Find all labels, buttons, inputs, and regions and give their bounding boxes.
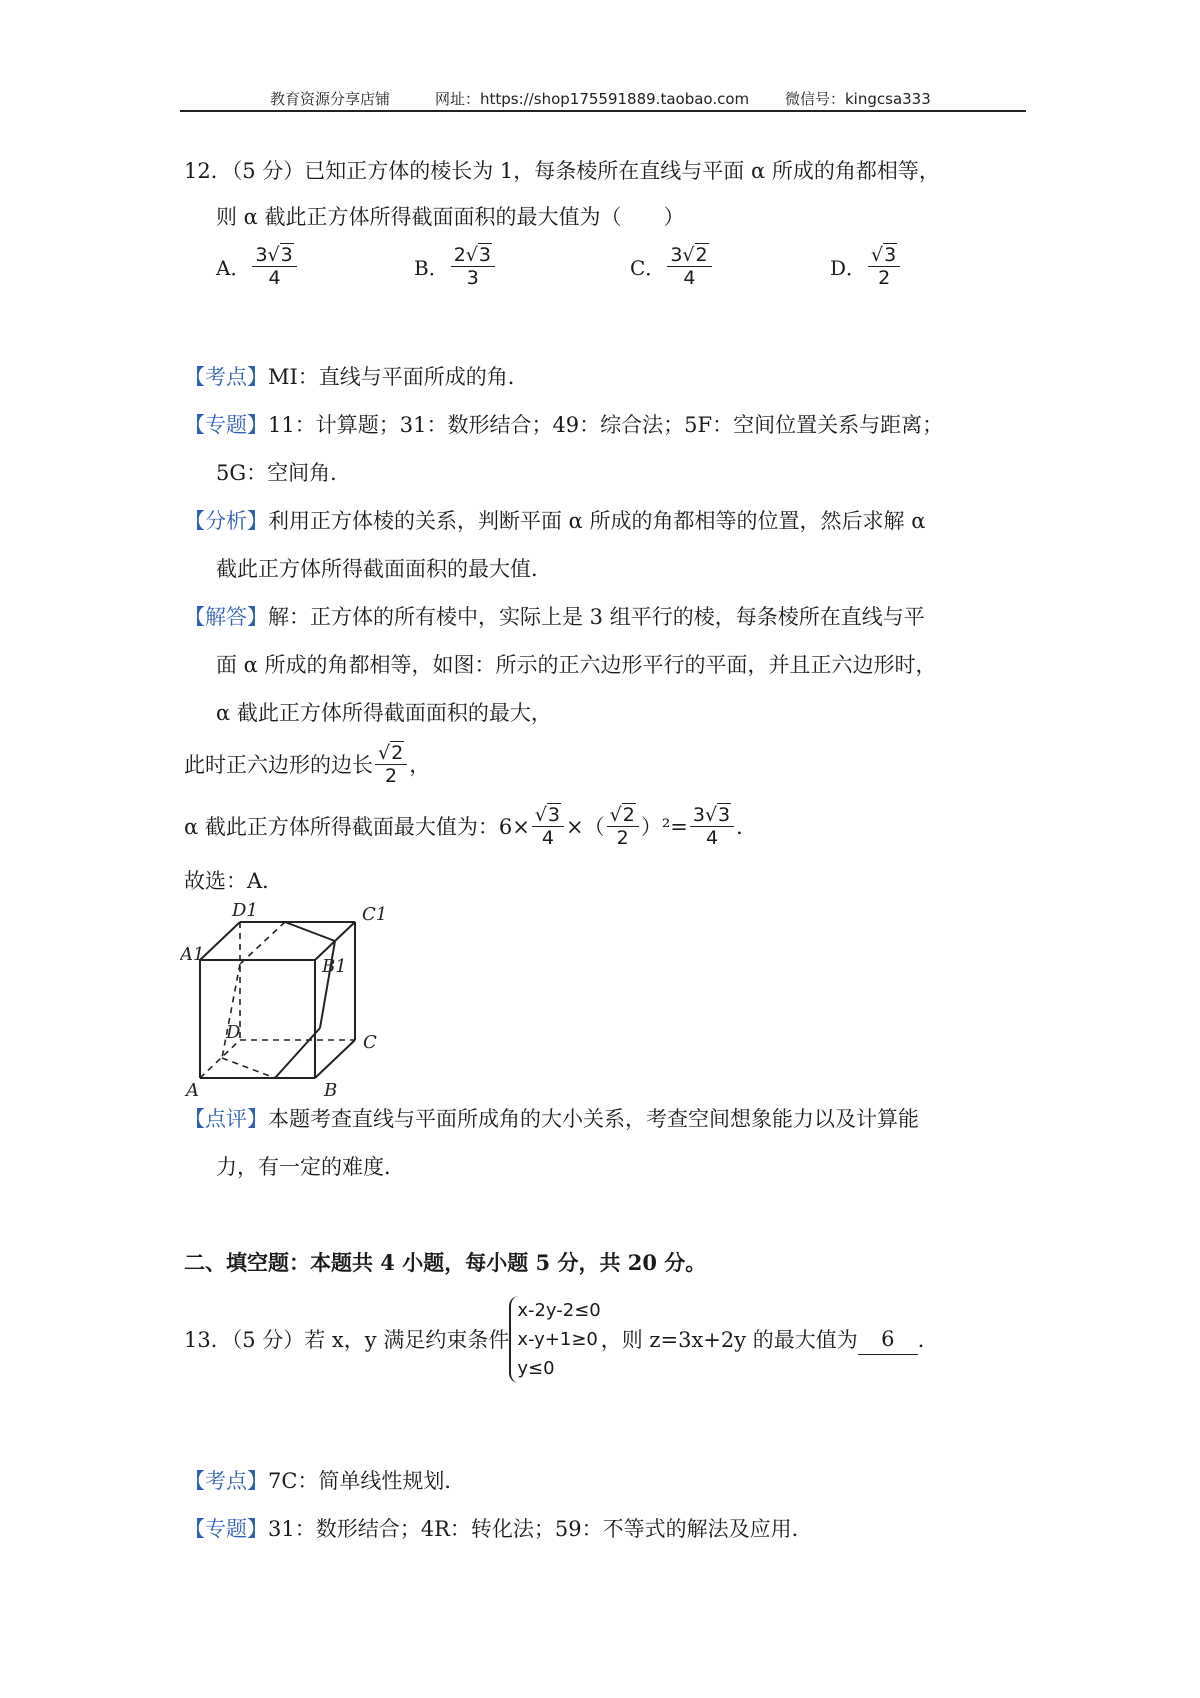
label-c: C — [363, 1032, 377, 1053]
q12-jieda-line1: 【解答】解：正方体的所有棱中，实际上是 3 组平行的棱，每条棱所在直线与平 — [184, 605, 925, 629]
cube-figure — [180, 900, 400, 1100]
q12-jieda-line2: 面 α 所成的角都相等，如图：所示的正六边形平行的平面，并且正六边形时， — [216, 653, 937, 677]
label-b: B — [324, 1080, 338, 1100]
constraint-system: x-2y-2≤0 x-y+1≥0 y≤0 — [509, 1296, 600, 1383]
header-wechat: 微信号：kingcsa333 — [785, 90, 931, 108]
answer-blank: 6 — [858, 1324, 918, 1355]
q13-stem: 13．（5 分）若 x，y 满足约束条件 x-2y-2≤0 x-y+1≥0 y≤0 ，则 z=3x+2y 的最大值为 6 ． — [184, 1296, 939, 1383]
label-a: A — [186, 1080, 199, 1100]
hexagon-hidden-edge — [240, 922, 285, 964]
hexagon-hidden-edge — [222, 964, 240, 1058]
q12-options — [216, 244, 936, 304]
header-shop: 教育资源分享店铺 — [270, 90, 391, 108]
label-b1: B1 — [322, 956, 347, 977]
hidden-edge — [200, 1040, 240, 1078]
label-c1: C1 — [362, 904, 388, 925]
q12-kaodian: 【考点】MI：直线与平面所成的角． — [184, 365, 529, 389]
q12-zhuanti-line2: 5G：空间角． — [216, 461, 352, 485]
option-a: A． $\frac{3√3}{4}$ — [216, 244, 299, 289]
label-a1: A1 — [180, 944, 205, 965]
q12-fenxi-line2: 截此正方体所得截面面积的最大值． — [216, 557, 552, 581]
hexagon-edge — [275, 1028, 320, 1078]
hexagon-hidden-edge — [222, 1058, 275, 1078]
hexagon-edge — [285, 922, 335, 941]
q12-zhuanti-line1: 【专题】11：计算题；31：数形结合；49：综合法；5F：空间位置关系与距离； — [184, 413, 944, 437]
header-rule — [180, 110, 1026, 112]
q13-kaodian: 【考点】7C：简单线性规划． — [184, 1469, 466, 1493]
q12-side-length: 此时正六边形的边长 $\frac{√2}{2}$ ， — [184, 742, 431, 787]
option-c: C． $\frac{3√2}{4}$ — [630, 244, 714, 289]
q13-zhuanti: 【专题】31：数形结合；4R：转化法；59：不等式的解法及应用． — [184, 1517, 813, 1541]
q12-area-formula: α 截此正方体所得截面最大值为：6× $\frac{√3}{4}$ ×（ $\frac{√2}{2}$ ）²= $\frac{3√3}{4}$ ． — [184, 804, 758, 849]
header-site: 网址：https://shop175591889.taobao.com — [435, 90, 750, 108]
cube-edge — [315, 1040, 355, 1078]
q12-jieda-line3: α 截此正方体所得截面面积的最大， — [216, 701, 552, 725]
cube-edge — [200, 922, 240, 960]
q12-stem-line2: 则 α 截此正方体所得截面面积的最大值为（ ） — [216, 205, 685, 229]
section-heading: 二、填空题：本题共 4 小题，每小题 5 分，共 20 分。 — [184, 1250, 707, 1275]
q12-answer: 故选：A． — [184, 869, 284, 893]
option-b: B． $\frac{2√3}{3}$ — [414, 244, 497, 289]
q12-dianping-line2: 力，有一定的难度． — [216, 1155, 405, 1179]
option-d: D． $\frac{√3}{2}$ — [830, 244, 902, 289]
q12-dianping-line1: 【点评】本题考查直线与平面所成角的大小关系，考查空间想象能力以及计算能 — [184, 1107, 919, 1131]
q12-stem-line1: 12．（5 分）已知正方体的棱长为 1，每条棱所在直线与平面 α 所成的角都相等， — [184, 159, 940, 183]
label-d1: D1 — [232, 900, 258, 921]
label-d: D — [226, 1022, 241, 1043]
q12-fenxi-line1: 【分析】利用正方体棱的关系，判断平面 α 所成的角都相等的位置，然后求解 α — [184, 509, 926, 533]
